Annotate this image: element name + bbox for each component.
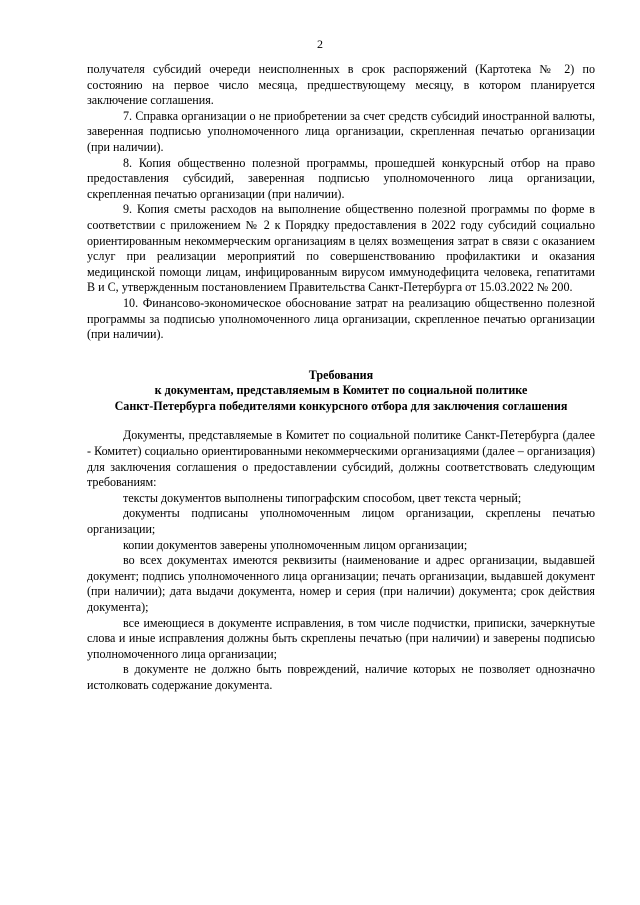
- requirement-item: во всех документах имеются реквизиты (наименование и адрес организации, выдавшей документ; подпись уполномоченного лица организации; печать организации, выдавшей документ (при наличии); дата выдачи документа, номер и серия (при наличии) документа; срок действия документа);: [87, 553, 595, 614]
- section-heading: [87, 368, 595, 415]
- paragraph-item-8: 8. Копия общественно полезной программы, прошедшей конкурсный отбор на право предоставления субсидий, заверенная подписью уполномоченного лица организации, скрепленная печатью организации (при наличии).: [87, 155, 595, 201]
- heading-subtitle-line1: к документам, представляемым в Комитет по социальной политике: [154, 383, 528, 398]
- requirement-item: в документе не должно быть повреждений, наличие которых не позволяет однозначно истолковать содержание документа.: [87, 662, 595, 692]
- document-body: [87, 62, 595, 694]
- requirement-item: все имеющиеся в документе исправления, в том числе подчистки, приписки, зачеркнутые слова и иные исправления должны быть скреплены печатью (при наличии) и заверены подписью уполномоченного лица организации;: [87, 615, 595, 661]
- paragraph-continuation: получателя субсидий очереди неисполненных в срок распоряжений (Картотека № 2) по состоянию на первое число месяца, предшествующему месяцу, в котором планируется заключение соглашения.: [87, 62, 595, 108]
- paragraph-item-7: 7. Справка организации о не приобретении за счет средств субсидий иностранной валюты, заверенная подписью уполномоченного лица организации, скрепленная печатью организации (при наличии).: [87, 108, 595, 154]
- heading-subtitle-line2: Санкт-Петербурга победителями конкурсного отбора для заключения соглашения: [114, 398, 568, 413]
- paragraph-item-9: 9. Копия сметы расходов на выполнение общественно полезной программы по форме в соответствии с приложением № 2 к Порядку предоставления в 2022 году субсидий социально ориентированным некоммерческим организациям в целях возмещения затрат в связи с оказанием услуг при реализации мероприятий по совершенствованию профилактики и оказания медицинской помощи лицам, инфицированным вирусом иммунодефицита человека, гепатитами В и С, утвержденным постановлением Правительства Санкт-Петербурга от 15.03.2022 № 200.: [87, 202, 595, 295]
- requirement-item: копии документов заверены уполномоченным лицом организации;: [123, 537, 468, 552]
- requirement-item: документы подписаны уполномоченным лицом организации, скреплены печатью организации;: [87, 506, 595, 537]
- paragraph-item-10: 10. Финансово-экономическое обоснование затрат на реализацию общественно полезной программы за подписью уполномоченного лица организации, скрепленное печатью организации (при наличии).: [87, 295, 595, 342]
- requirement-item: тексты документов выполнены типографским способом, цвет текста черный;: [123, 490, 522, 505]
- heading-title: Требования: [308, 367, 374, 382]
- requirements-intro: Документы, представляемые в Комитет по социальной политике Санкт-Петербурга (далее - Комитет) социально ориентированными некоммерческими организациями (далее – организация) для заключения соглашения о предоставлении субсидий, должны соответствовать следующим требованиям:: [87, 428, 595, 490]
- page-number: 2: [317, 37, 323, 51]
